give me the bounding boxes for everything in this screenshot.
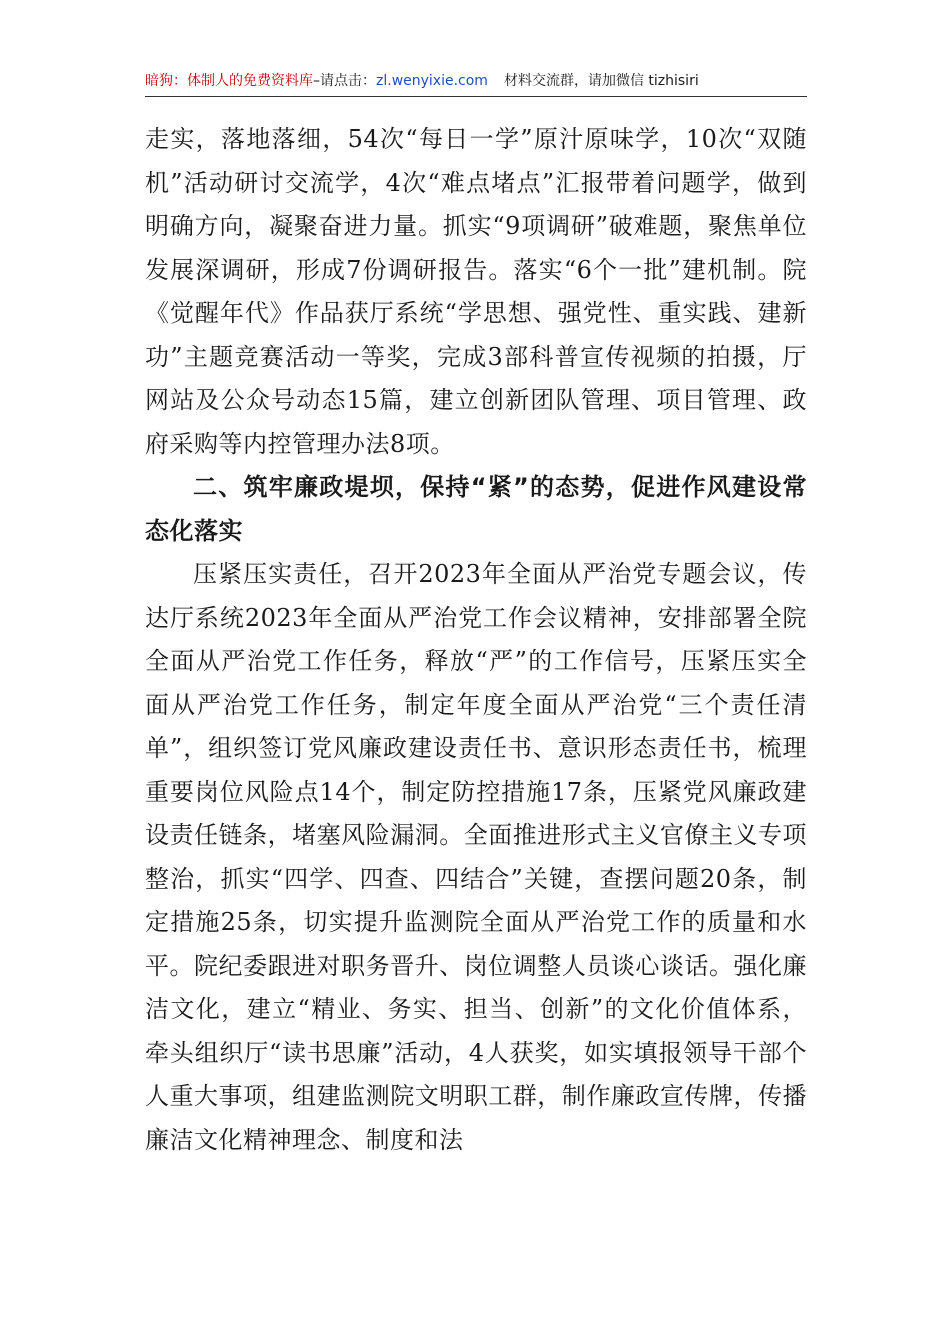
body-paragraph-continued: 走实，落地落细，54次“每日一学”原汁原味学，10次“双随机”活动研讨交流学，4次“难点堵点”汇报带着问题学，做到明确方向，凝聚奋进力量。抓实“9项调研”破难题，聚焦单位发展深调研，形成7份调研报告。落实“6个一批”建机制。院《觉醒年代》作品获厅系统“学思想、强党性、重实践、建新功”主题竞赛活动一等奖，完成3部科普宣传视频的拍摄，厅网站及公众号动态15篇，建立创新团队管理、项目管理、政府采购等内控管理办法8项。 [145,125,807,458]
header-contact-text: 材料交流群，请加微信 tizhisiri [503,73,699,89]
body-paragraph: 压紧压实责任，召开2023年全面从严治党专题会议，传达厅系统2023年全面从严治党工作会议精神，安排部署全院全面从严治党工作任务，释放“严”的工作信号，压紧压实全面从严治党工作任务，制定年度全面从严治党“三个责任清单”，组织签订党风廉政建设责任书、意识形态责任书，梳理重要岗位风险点14个，制定防控措施17条，压紧党风廉政建设责任链条，堵塞风险漏洞。全面推进形式主义官僚主义专项整治，抓实“四学、四查、四结合”关键，查摆问题20条，制定措施25条，切实提升监测院全面从严治党工作的质量和水平。院纪委跟进对职务晋升、岗位调整人员谈心谈话。强化廉洁文化，建立“精业、务实、担当、创新”的文化价值体系，牵头组织厅“读书思廉”活动，4人获奖，如实填报领导干部个人重大事项，组建监测院文明职工群，制作廉政宣传牌，传播廉洁文化精神理念、制度和法 [145,560,807,1154]
document-body [145,118,807,1162]
section-heading: 二、筑牢廉政堤坝，保持“紧”的态势，促进作风建设常态化落实 [145,473,807,545]
header-website-link[interactable]: zl.wenyixie.com [376,73,488,89]
header-link-prefix: –请点击： [313,73,376,89]
header-brand-text: 暗狗：体制人的免费资料库 [145,73,313,89]
page-header [145,68,807,97]
